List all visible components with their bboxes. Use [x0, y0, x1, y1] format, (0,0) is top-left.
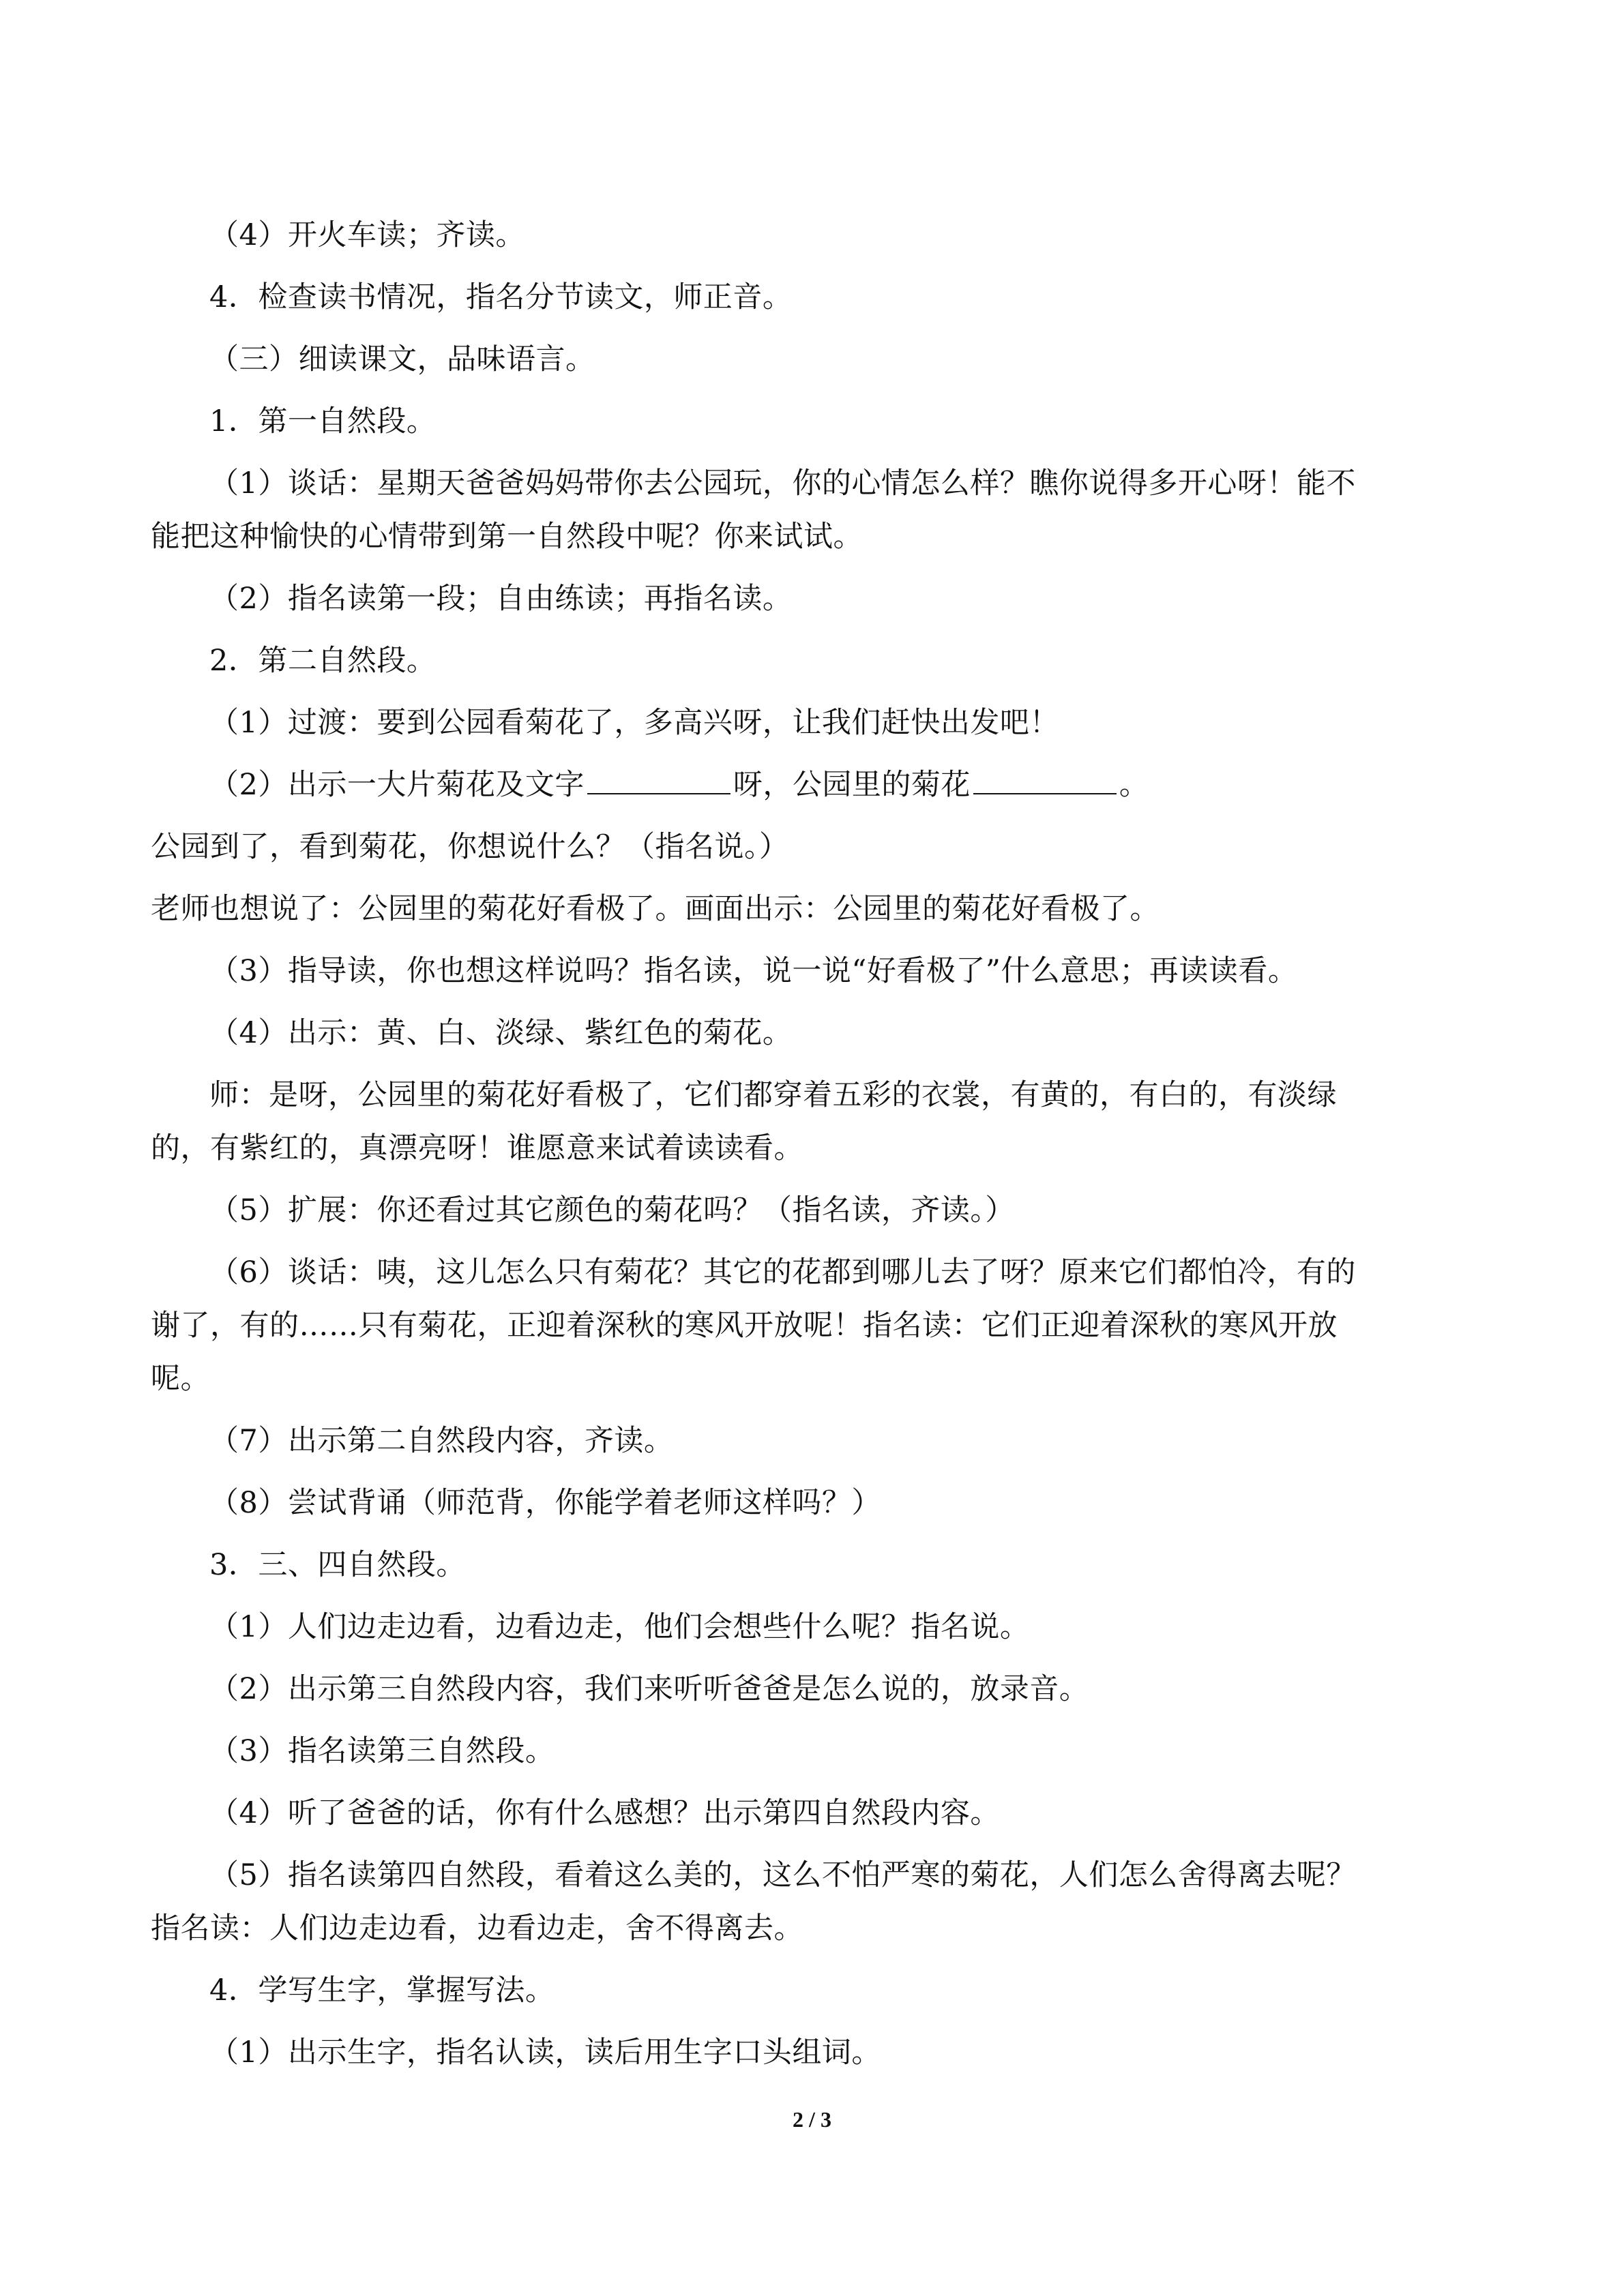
text-line: 公园到了，看到菊花，你想说什么？（指名说。） [151, 830, 789, 864]
text-line: （2）出示第三自然段内容，我们来听听爸爸是怎么说的，放录音。 [209, 1672, 1089, 1706]
text-line: （2）指名读第一段；自由练读；再指名读。 [209, 582, 793, 616]
text-line: （1）出示生字，指名认读，读后用生字口头组词。 [209, 2036, 881, 2070]
text-line: 指名读：人们边走边看，边看边走，舍不得离去。 [151, 1911, 803, 1945]
text-line: 4．学写生字，掌握写法。 [209, 1973, 555, 2008]
fill-in-line [209, 764, 1546, 805]
text-line: （3）指名读第三自然段。 [209, 1734, 555, 1768]
page-number: 2 / 3 [793, 2107, 831, 2132]
text-line: （8）尝试背诵（师范背，你能学着老师这样吗？） [209, 1486, 881, 1520]
text-line: （4）听了爸爸的话，你有什么感想？出示第四自然段内容。 [209, 1796, 1000, 1830]
text-line: （1）过渡：要到公园看菊花了，多高兴呀，让我们赶快出发吧！ [209, 706, 1059, 740]
fill-in-suffix: 。 [1119, 768, 1149, 802]
fill-in-blank [973, 766, 1117, 794]
text-line: 的，有紫红的，真漂亮呀！谁愿意来试着读读看。 [151, 1131, 803, 1165]
text-line: （5）扩展：你还看过其它颜色的菊花吗？（指名读，齐读。） [209, 1193, 1015, 1227]
fill-in-middle: 呀，公园里的菊花 [733, 768, 971, 802]
text-line: （4）开火车读；齐读。 [209, 218, 525, 252]
text-line: （7）出示第二自然段内容，齐读。 [209, 1424, 674, 1458]
text-line: 师：是呀，公园里的菊花好看极了，它们都穿着五彩的衣裳，有黄的，有白的，有淡绿 [209, 1078, 1337, 1112]
text-line: 1．第一自然段。 [209, 404, 437, 438]
text-line: （三）细读课文，品味语言。 [209, 342, 595, 376]
text-line: （1）谈话：星期天爸爸妈妈带你去公园玩，你的心情怎么样？瞧你说得多开心呀！能不 [209, 466, 1356, 501]
text-line: 3．三、四自然段。 [209, 1548, 466, 1582]
text-line: 2．第二自然段。 [209, 644, 437, 678]
text-line: 谢了，有的……只有菊花，正迎着深秋的寒风开放呢！指名读：它们正迎着深秋的寒风开放 [151, 1309, 1338, 1343]
text-line: （1）人们边走边看，边看边走，他们会想些什么呢？指名说。 [209, 1610, 1030, 1644]
text-line: 能把这种愉快的心情带到第一自然段中呢？你来试试。 [151, 520, 863, 554]
text-line: （5）指名读第四自然段，看着这么美的，这么不怕严寒的菊花，人们怎么舍得离去呢？ [209, 1858, 1356, 1892]
text-line: 老师也想说了：公园里的菊花好看极了。画面出示：公园里的菊花好看极了。 [151, 892, 1160, 926]
text-line: 4．检查读书情况，指名分节读文，师正音。 [209, 280, 793, 314]
fill-in-prefix: （2）出示一大片菊花及文字 [209, 768, 585, 802]
text-line: （4）出示：黄、白、淡绿、紫红色的菊花。 [209, 1016, 793, 1050]
text-line: 呢。 [151, 1362, 210, 1396]
fill-in-blank [587, 766, 730, 794]
text-line: （6）谈话：咦，这儿怎么只有菊花？其它的花都到哪儿去了呀？原来它们都怕冷，有的 [209, 1255, 1356, 1289]
text-line: （3）指导读，你也想这样说吗？指名读，说一说“好看极了”什么意思；再读读看。 [209, 954, 1298, 988]
